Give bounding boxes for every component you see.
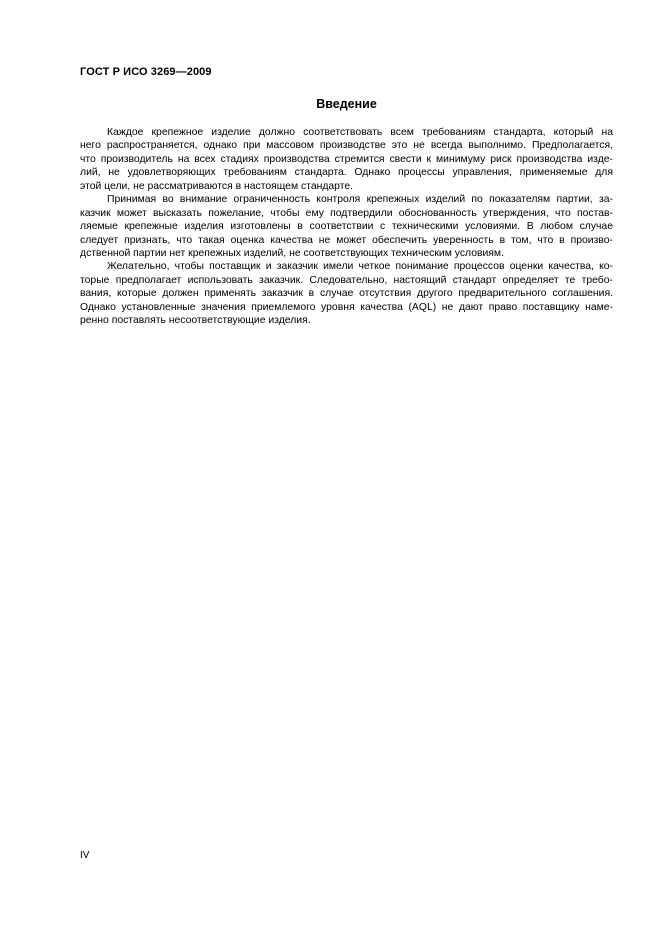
text-line: что производитель на всех стадиях производства стремится свести к минимуму риск производства изде- xyxy=(80,153,613,165)
text-line: ренно поставлять несоответствующие изделия. xyxy=(80,315,311,327)
text-line: следует признать, что такая оценка качества не может обеспечить уверенность в том, что в произво- xyxy=(80,234,613,246)
text-line: торые предполагает использовать заказчик. Следовательно, настоящий стандарт определяет те требо- xyxy=(80,274,613,286)
text-line: казчик может высказать пожелание, чтобы ему подтвердили обоснованность утверждения, что постав- xyxy=(80,207,613,219)
section-title: Введение xyxy=(316,97,377,111)
text-line: него распространяется, однако при массовом производстве это не всегда выполнимо. Предполагается, xyxy=(80,140,613,152)
text-line: вания, которые должен применять заказчик в случае отсутствия другого предварительного соглашения. xyxy=(80,288,613,300)
introduction-body xyxy=(80,126,613,328)
page-number: IV xyxy=(80,850,90,861)
paragraph-3 xyxy=(80,260,613,327)
text-line: лий, не удовлетворяющих требованиям стандарта. Однако процессы управления, применяемые для xyxy=(80,167,613,179)
text-line: дственной партии нет крепежных изделий, не соответствующих техническим условиям. xyxy=(80,247,504,259)
text-line: Принимая во внимание ограниченность контроля крепежных изделий по показателям партии, за- xyxy=(107,194,613,206)
text-line: Желательно, чтобы поставщик и заказчик имели четкое понимание процессов оценки качества, ко- xyxy=(107,261,613,273)
paragraph-2 xyxy=(80,193,613,260)
text-line: Однако установленные значения приемлемого уровня качества (AQL) не дают право поставщику наме- xyxy=(80,301,613,313)
standard-designation: ГОСТ Р ИСО 3269—2009 xyxy=(80,66,212,78)
paragraph-1 xyxy=(80,126,613,193)
text-line: Каждое крепежное изделие должно соответствовать всем требованиям стандарта, который на xyxy=(107,127,613,138)
text-line: ляемые крепежные изделия изготовлены в соответствии с техническими условиями. В любом случае xyxy=(80,221,613,233)
text-line: этой цели, не рассматриваются в настоящем стандарте. xyxy=(80,180,354,192)
